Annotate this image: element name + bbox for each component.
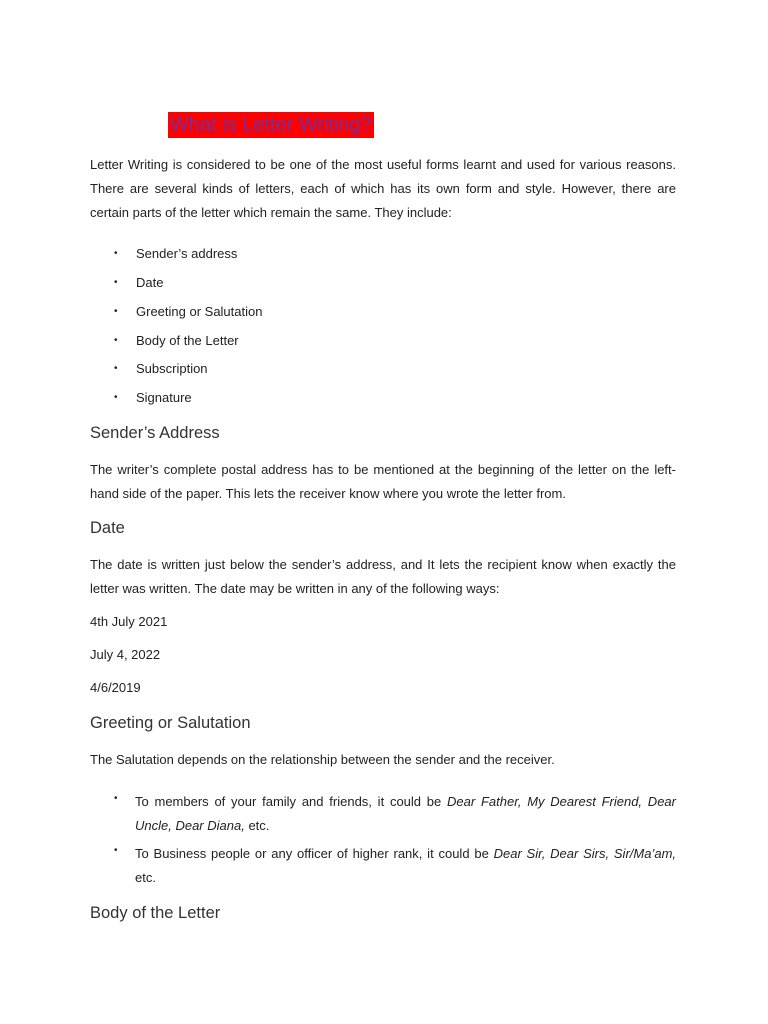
title-block	[168, 112, 374, 138]
intro-paragraph: Letter Writing is considered to be one of the most useful forms learnt and used for various reasons. There are several kinds of letters, each of which has its own form and style. However, there are certain parts of the letter which remain the same. They include:	[90, 157, 676, 220]
section-heading-greeting: Greeting or Salutation	[90, 714, 251, 732]
list-item: • To Business people or any officer of higher rank, it could be Dear Sir, Dear Sirs, Sir/Ma’am, etc.	[114, 845, 677, 885]
date-example: 4/6/2019	[90, 680, 141, 695]
bullet-icon: •	[114, 363, 118, 374]
bullet-icon: •	[114, 306, 118, 317]
section-heading-sender: Sender’s Address	[90, 424, 220, 442]
date-example: July 4, 2022	[90, 647, 161, 662]
bullet-icon: •	[114, 335, 118, 346]
section-heading-body: Body of the Letter	[90, 904, 221, 922]
sender-paragraph: The writer’s complete postal address has to be mentioned at the beginning of the letter on the left-hand side of the paper. This lets the receiver know where you wrote the letter from.	[90, 462, 676, 501]
list-item: • To members of your family and friends, it could be Dear Father, My Dearest Friend, Dear Uncle, Dear Diana, etc.	[114, 793, 676, 833]
section-heading-date: Date	[90, 519, 125, 537]
bullet-icon: •	[114, 392, 118, 403]
salutation-examples: Dear Sir, Dear Sirs, Sir/Ma’am,	[493, 846, 677, 861]
bullet-icon: •	[114, 845, 118, 856]
bullet-icon: •	[114, 277, 118, 288]
bullet-icon: •	[114, 793, 118, 804]
greeting-paragraph: The Salutation depends on the relationship between the sender and the receiver.	[90, 752, 555, 767]
salutation-examples: Dear Father, My Dearest Friend, Dear Uncle, Dear Diana,	[135, 794, 676, 833]
bullet-icon: •	[114, 248, 118, 259]
page-title: What is Letter Writing?	[170, 114, 372, 136]
date-example: 4th July 2021	[90, 614, 168, 629]
date-paragraph: The date is written just below the sender’s address, and It lets the recipient know when exactly the letter was written. The date may be written in any of the following ways:	[90, 557, 676, 596]
